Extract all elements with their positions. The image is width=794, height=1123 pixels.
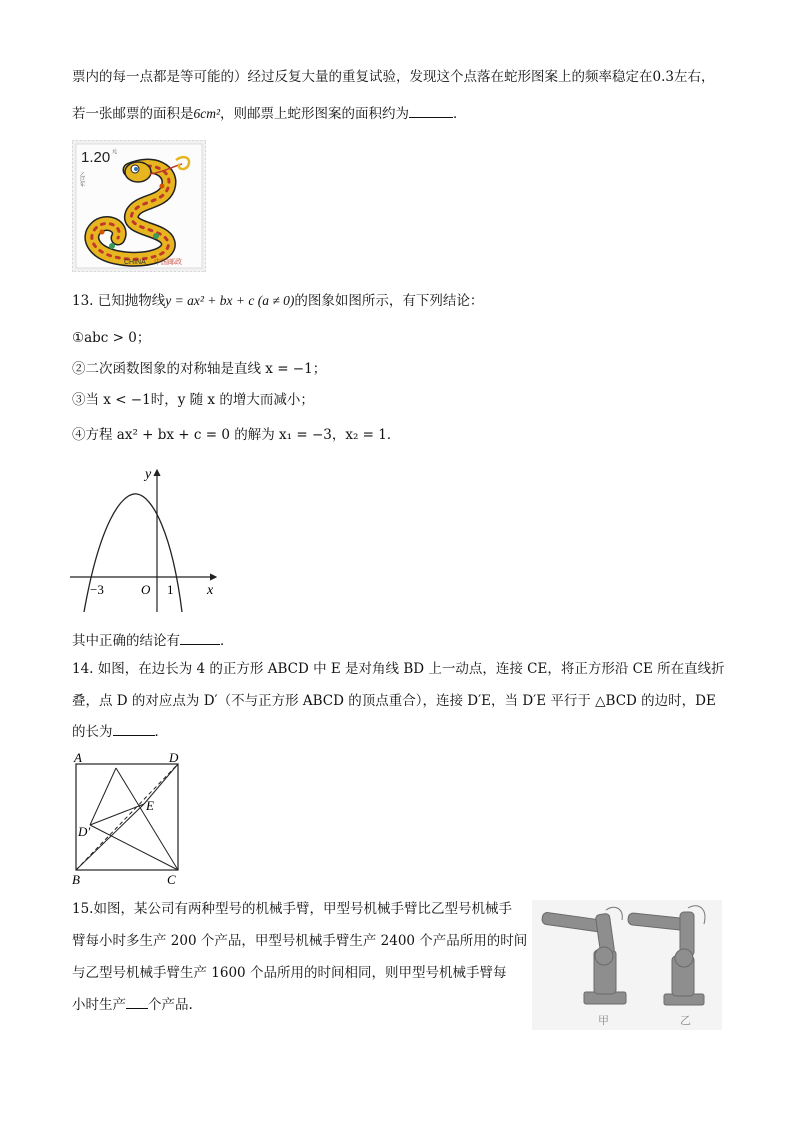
q12-area: 6cm²: [193, 106, 221, 121]
stamp-value: 1.20: [81, 149, 111, 166]
stamp-country: CHINA: [124, 259, 146, 266]
tick-label-1: 1: [167, 582, 174, 597]
square-figure: [70, 750, 190, 888]
q15-line-4-b: 个产品.: [148, 997, 193, 1013]
q13-conclusion-1: ①abc > 0；: [72, 330, 151, 346]
parabola-graph: [70, 462, 220, 612]
label-e: E: [146, 798, 154, 813]
q14-line-3-b: ．: [154, 724, 168, 740]
q15-line-3: 与乙型号机械手臂生产 1600 个品所用的时间相同，则甲型号机械手臂每: [72, 965, 507, 981]
robot-label-yi: 乙: [680, 1014, 691, 1027]
q13-conclusion-4: ④方程 ax² + bx + c = 0 的解为 x₁ = −3，x₂ = 1．: [72, 427, 401, 443]
q13-equation: y = ax² + bx + c (a ≠ 0): [165, 293, 295, 308]
q14-line-1: 14. 如图，在边长为 4 的正方形 ABCD 中 E 是对角线 BD 上一动点，连接 CE，将正方形沿 CE 所在直线折: [72, 661, 725, 677]
label-a: A: [74, 750, 82, 765]
q15-line-2: 臂每小时多生产 200 个产品，甲型号机械手臂生产 2400 个产品所用的时间: [72, 933, 528, 949]
q15-line-1: 15.如图，某公司有两种型号的机械手臂，甲型号机械手臂比乙型号机械手: [72, 901, 512, 917]
q14-line-3-a: 的长为: [72, 724, 113, 740]
origin-label: O: [141, 582, 151, 597]
stamp-value-unit: 元: [112, 149, 118, 155]
robot-arms-image: [532, 900, 722, 1030]
q15-line-4-a: 小时生产: [72, 997, 126, 1013]
q14-answer-blank[interactable]: [113, 723, 155, 736]
q12-answer-blank[interactable]: [409, 105, 453, 118]
q13-intro-a: 13. 已知抛物线: [72, 293, 166, 309]
q13-answer-blank[interactable]: [180, 632, 220, 645]
label-b: B: [72, 872, 80, 887]
label-c: C: [167, 872, 176, 887]
diagonal-bd: [76, 764, 178, 870]
q13-conclusion-2: ②二次函数图象的对称轴是直线 x = −1；: [72, 361, 327, 377]
q15-answer-blank[interactable]: [126, 996, 148, 1009]
label-d: D: [169, 750, 179, 765]
q14-line-3: [72, 723, 168, 741]
x-axis-label: x: [207, 583, 214, 598]
label-d-prime: D′: [78, 824, 91, 839]
y-axis-label: y: [145, 467, 152, 482]
q12-line-2: [72, 105, 467, 123]
q13-ending-a: 其中正确的结论有: [72, 633, 180, 649]
q14-line-2: 叠，点 D 的对应点为 D′（不与正方形 ABCD 的顶点重合），连接 D′E，当 D′E 平行于 △BCD 的边时，DE: [72, 693, 716, 709]
q13-ending: [72, 632, 234, 650]
q13-conclusion-3: ③当 x < −1时，y 随 x 的增大而减小；: [72, 392, 314, 408]
q12-line-1: 票内的每一点都是等可能的）经过反复大量的重复试验，发现这个点落在蛇形图案上的频率稳定在0.3左右，: [72, 69, 715, 85]
snake-stamp-image: [72, 140, 206, 272]
q13-ending-b: ．: [220, 633, 234, 649]
q15-line-4: [72, 996, 193, 1014]
tick-label-neg3: −3: [90, 582, 104, 597]
stamp-post-label: 中国邮政: [154, 258, 182, 266]
q12-line-2-text-b: ，则邮票上蛇形图案的面积约为: [220, 106, 410, 122]
q12-line-2-text-a: 若一张邮票的面积是: [72, 106, 194, 122]
q12-line-2-end: ．: [453, 106, 467, 122]
q13-intro: [72, 292, 483, 310]
robot-label-jia: 甲: [598, 1014, 609, 1027]
stamp-year-text: 乙巳年: [79, 172, 85, 187]
q13-intro-b: 的图象如图所示，有下列结论：: [294, 293, 484, 309]
